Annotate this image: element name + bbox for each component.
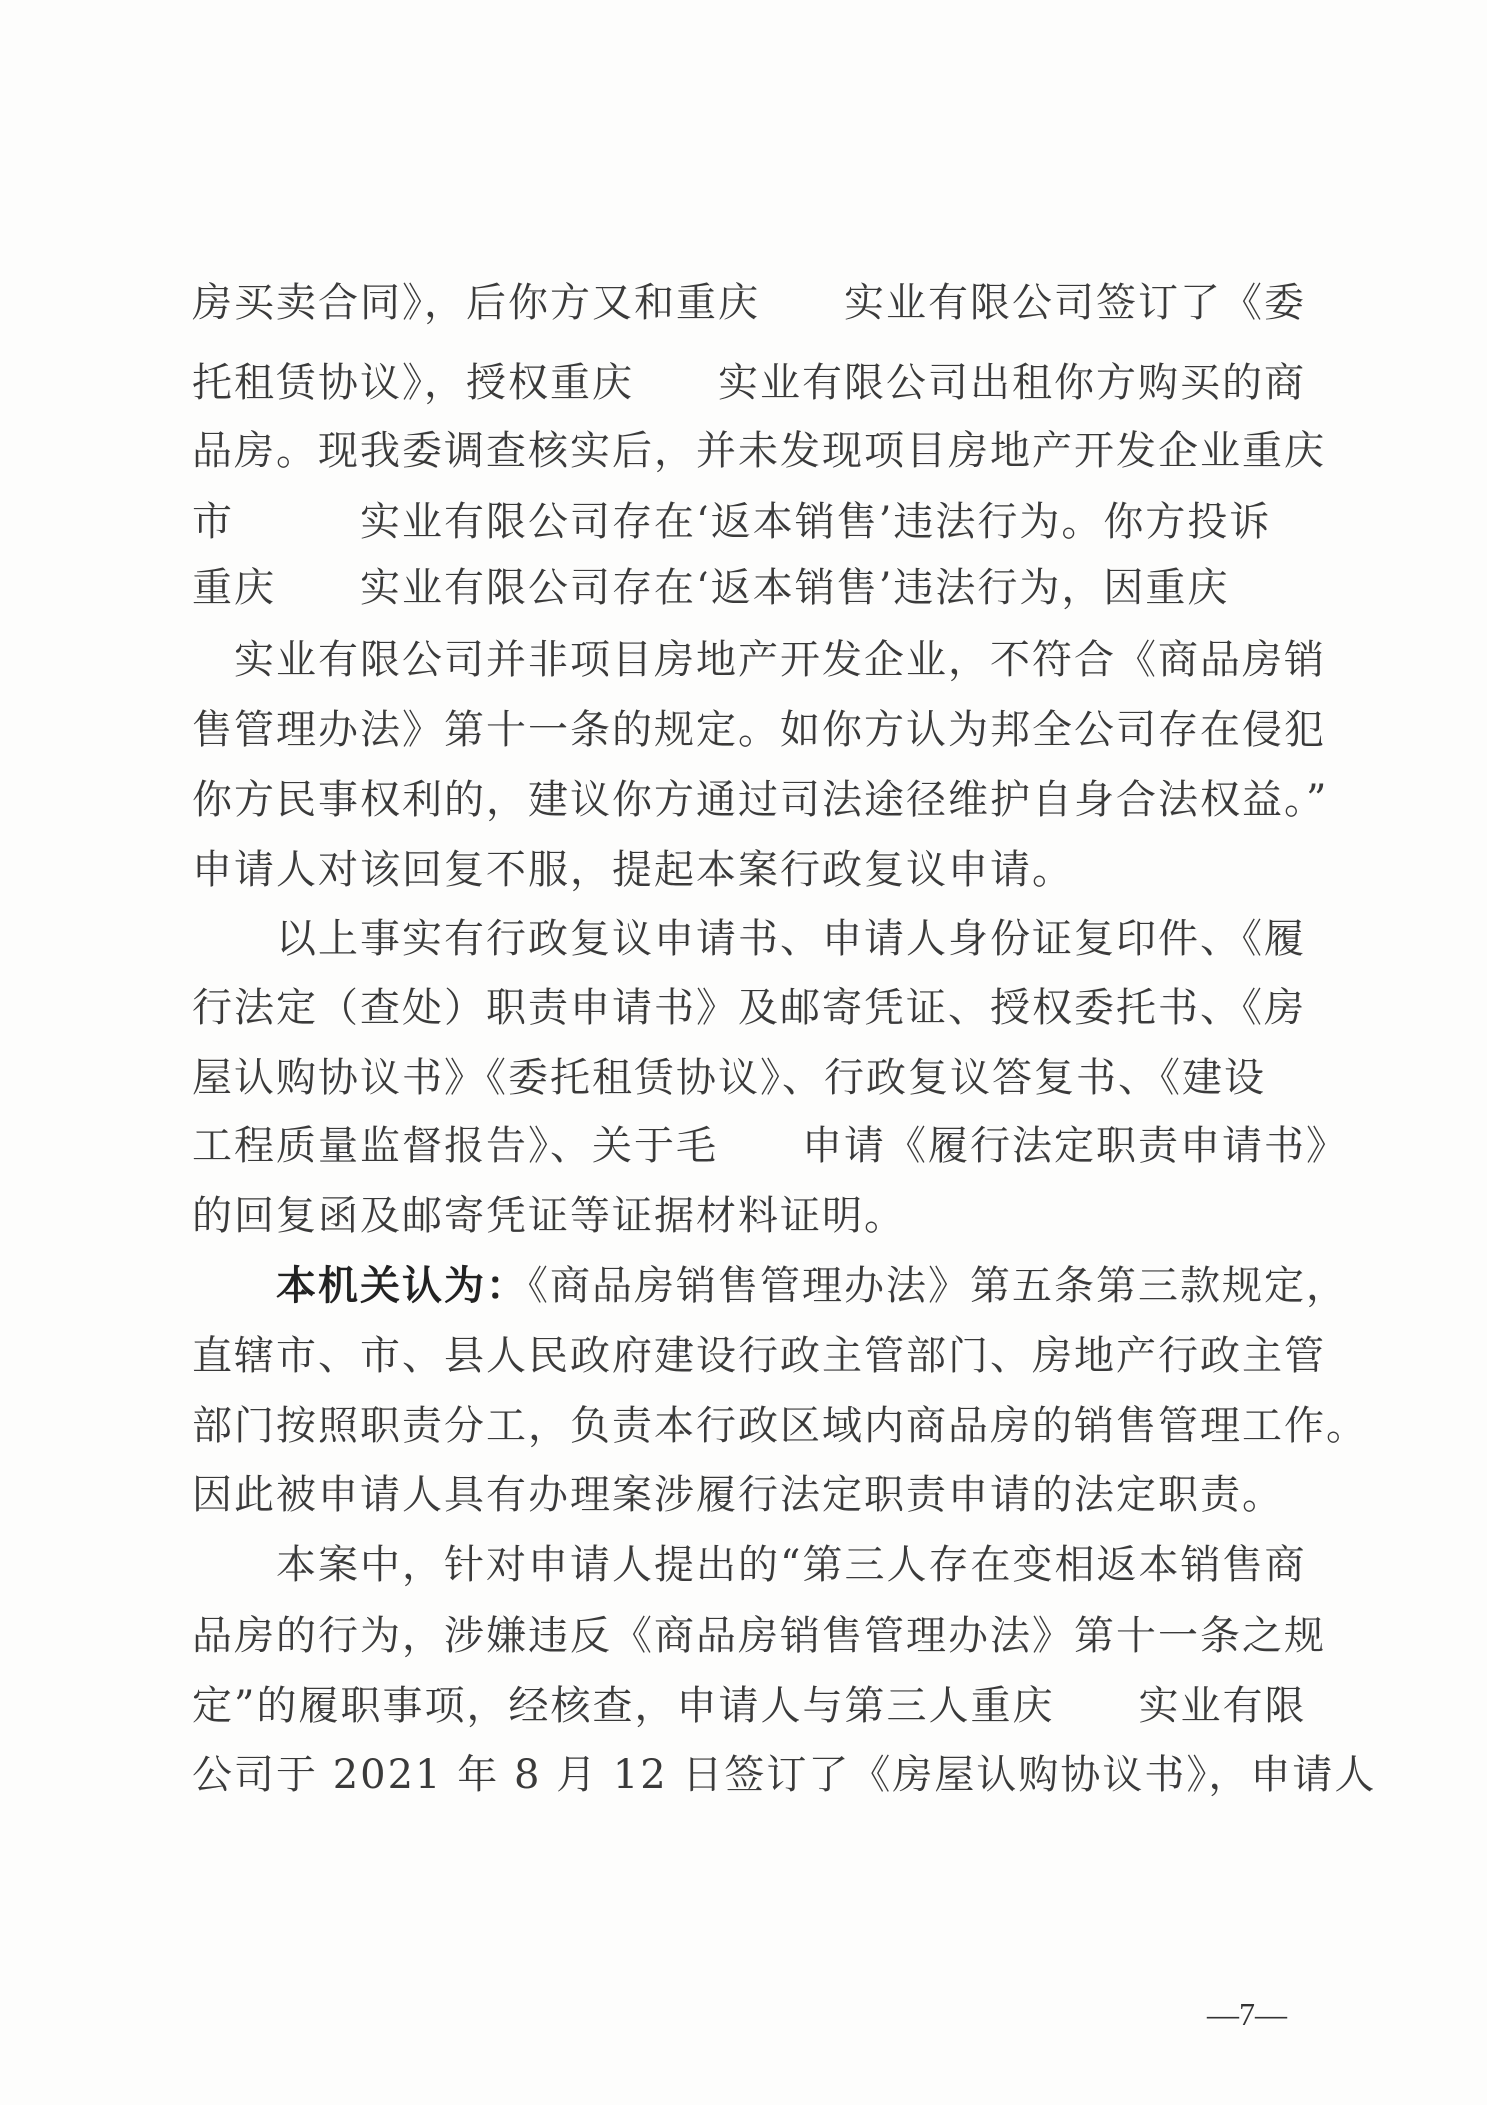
text-line: 售管理办法》第十一条的规定。如你方认为邦全公司存在侵犯 (192, 707, 1326, 753)
text-line: 重庆 实业有限公司存在‘返本销售’违法行为，因重庆 (192, 565, 1230, 611)
text-line: 市 实业有限公司存在‘返本销售’违法行为。你方投诉 (192, 499, 1272, 545)
leading-indent (192, 1263, 276, 1309)
text-line: 屋认购协议书》《委托租赁协议》、行政复议答复书、《建设 (192, 1055, 1266, 1101)
text-continuation: 《商品房销售管理办法》第五条第三款规定， (528, 1263, 1348, 1309)
text-line: 托租赁协议》，授权重庆 实业有限公司出租你方购买的商 (192, 360, 1306, 406)
text-line: 部门按照职责分工，负责本行政区域内商品房的销售管理工作。 (192, 1403, 1368, 1449)
text-line: 本案中，针对申请人提出的“第三人存在变相返本销售商 (192, 1542, 1307, 1588)
text-line: 定”的履职事项，经核查，申请人与第三人重庆 实业有限 (192, 1683, 1307, 1729)
text-line: 实业有限公司并非项目房地产开发企业，不符合《商品房销 (192, 637, 1326, 683)
text-line: 因此被申请人具有办理案涉履行法定职责申请的法定职责。 (192, 1472, 1284, 1518)
page-number: —7— (1207, 1996, 1287, 2032)
text-line-with-bold-lead (192, 1246, 1348, 1326)
bold-label: 本机关认为： (276, 1262, 528, 1309)
text-line: 的回复函及邮寄凭证等证据材料证明。 (192, 1193, 906, 1239)
text-line: 行法定（查处）职责申请书》及邮寄凭证、授权委托书、《房 (192, 985, 1306, 1031)
text-line: 品房。现我委调查核实后，并未发现项目房地产开发企业重庆 (192, 428, 1326, 474)
text-line: 工程质量监督报告》、关于毛 申请《履行法定职责申请书》 (192, 1123, 1348, 1169)
text-line: 房买卖合同》，后你方又和重庆 实业有限公司签订了《委 (192, 280, 1306, 326)
text-line: 公司于 2021 年 8 月 12 日签订了《房屋认购协议书》，申请人 (192, 1752, 1377, 1798)
text-line: 以上事实有行政复议申请书、申请人身份证复印件、《履 (192, 916, 1306, 962)
text-line: 品房的行为，涉嫌违反《商品房销售管理办法》第十一条之规 (192, 1613, 1326, 1659)
text-line: 你方民事权利的，建议你方通过司法途径维护自身合法权益。” (192, 777, 1329, 823)
text-line: 直辖市、市、县人民政府建设行政主管部门、房地产行政主管 (192, 1333, 1326, 1379)
text-line: 申请人对该回复不服，提起本案行政复议申请。 (192, 847, 1074, 893)
